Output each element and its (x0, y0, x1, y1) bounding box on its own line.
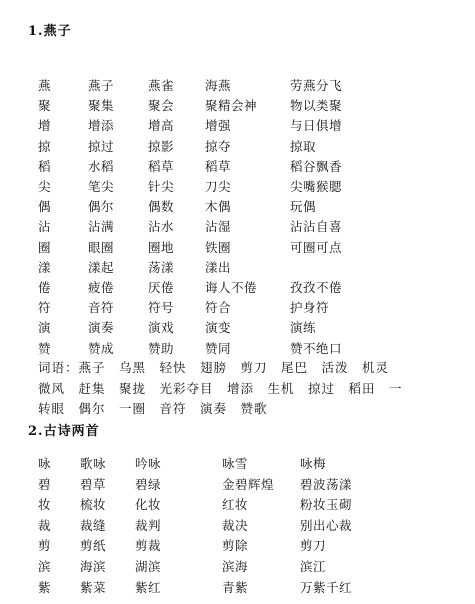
word-cell: 赞助 (148, 340, 175, 356)
word-cell: 演戏 (148, 320, 175, 336)
word-cell: 碧波荡漾 (300, 476, 353, 492)
character-cell: 妆 (38, 497, 52, 513)
word-cell: 沾水 (148, 219, 175, 235)
character-cell: 稻 (38, 158, 52, 174)
character-cell: 滨 (38, 559, 52, 574)
character-cell: 咏 (38, 456, 52, 471)
word-cell: 偶尔 (88, 199, 115, 215)
word-cell: 万紫千红 (300, 579, 353, 595)
word-cell: 赞不绝口 (290, 340, 343, 356)
word-cell: 红妆 (222, 497, 249, 513)
table-row (0, 177, 475, 197)
character-cell: 偶 (38, 199, 52, 215)
table-row (0, 76, 475, 96)
word-cell: 可圈可点 (290, 239, 343, 255)
character-cell: 碧 (38, 476, 52, 492)
table-row (0, 278, 475, 298)
table-row (0, 339, 475, 359)
character-cell: 符 (38, 300, 52, 316)
table-row (0, 157, 475, 177)
table-row (0, 454, 475, 474)
word-cell: 滨江 (300, 559, 327, 574)
vocab-line: 词语：燕子 乌黑 轻快 翅膀 剪刀 尾巴 活泼 机灵 (38, 360, 390, 375)
word-cell: 演变 (205, 320, 232, 336)
word-cell: 漾出 (205, 259, 232, 275)
character-cell: 剪 (38, 538, 52, 554)
character-cell: 尖 (38, 179, 52, 194)
table-row (0, 197, 475, 217)
table-row (0, 557, 475, 577)
word-cell: 厌倦 (148, 280, 175, 295)
word-cell: 稻草 (205, 158, 232, 174)
character-cell: 燕 (38, 78, 52, 93)
word-cell: 笔尖 (88, 179, 115, 194)
word-cell: 歌咏 (80, 456, 107, 471)
word-cell: 偶数 (148, 199, 175, 215)
character-cell: 紫 (38, 579, 52, 595)
vocab-line: 微风 赶集 聚拢 光彩夺目 增添 生机 掠过 稻田 一 (38, 380, 403, 396)
table-row (0, 578, 475, 598)
word-cell: 掠取 (290, 138, 317, 154)
word-cell: 诲人不倦 (205, 280, 258, 295)
word-cell: 剪纸 (80, 538, 107, 554)
word-cell: 滨海 (222, 559, 249, 574)
word-cell: 刀尖 (205, 179, 232, 194)
vocab-line: 转眼 偶尔 一圈 音符 演奏 赞歌 (38, 401, 268, 416)
table-row (0, 238, 475, 258)
word-cell: 眼圈 (88, 239, 115, 255)
word-cell: 孜孜不倦 (290, 280, 343, 295)
word-cell: 增强 (205, 118, 232, 134)
word-cell: 护身符 (290, 300, 330, 316)
word-cell: 木偶 (205, 199, 232, 215)
word-cell: 聚集 (88, 98, 115, 114)
table-row (0, 298, 475, 318)
word-cell: 针尖 (148, 179, 175, 194)
word-cell: 疲倦 (88, 280, 115, 295)
table-row (0, 217, 475, 237)
word-cell: 尖嘴猴腮 (290, 179, 343, 194)
table-row (0, 258, 475, 278)
word-cell: 咏梅 (300, 456, 327, 471)
word-cell: 裁判 (135, 517, 162, 533)
word-cell: 增高 (148, 118, 175, 134)
table-row (0, 495, 475, 515)
word-cell: 劳燕分飞 (290, 78, 343, 93)
word-cell: 稻谷飘香 (290, 158, 343, 174)
word-cell: 海滨 (80, 559, 107, 574)
character-cell: 倦 (38, 280, 52, 295)
word-cell: 荡漾 (148, 259, 175, 275)
table-row (0, 516, 475, 536)
character-cell: 聚 (38, 98, 52, 114)
word-cell: 燕雀 (148, 78, 175, 93)
word-cell: 稻草 (148, 158, 175, 174)
word-cell: 剪刀 (300, 538, 327, 554)
word-cell: 别出心裁 (300, 517, 353, 533)
table-row (0, 96, 475, 116)
word-cell: 粉妆玉砌 (300, 497, 353, 513)
word-cell: 玩偶 (290, 199, 317, 215)
word-cell: 水稻 (88, 158, 115, 174)
word-cell: 掠影 (148, 138, 175, 154)
word-cell: 沾湿 (205, 219, 232, 235)
character-cell: 圈 (38, 239, 52, 255)
word-cell: 赞同 (205, 340, 232, 356)
word-cell: 紫红 (135, 579, 162, 595)
word-cell: 化妆 (135, 497, 162, 513)
character-cell: 演 (38, 320, 52, 336)
word-cell: 铁圈 (205, 239, 232, 255)
table-row (0, 137, 475, 157)
word-cell: 裁缝 (80, 517, 107, 533)
word-cell: 吟咏 (135, 456, 162, 471)
word-cell: 符合 (205, 300, 232, 316)
word-cell: 海燕 (205, 78, 232, 93)
word-cell: 沾沾自喜 (290, 219, 343, 235)
word-cell: 掠过 (88, 138, 115, 154)
section-1-title: 1.燕子 (28, 24, 72, 39)
word-cell: 与日俱增 (290, 118, 343, 134)
word-cell: 赞成 (88, 340, 115, 356)
word-cell: 燕子 (88, 78, 115, 93)
word-cell: 裁决 (222, 517, 249, 533)
word-cell: 增添 (88, 118, 115, 134)
word-cell: 聚精会神 (205, 98, 258, 114)
word-cell: 演练 (290, 320, 317, 336)
word-cell: 圈地 (148, 239, 175, 255)
character-cell: 沾 (38, 219, 52, 235)
word-cell: 碧绿 (135, 476, 162, 492)
word-cell: 掠夺 (205, 138, 232, 154)
section-2-title: 2.古诗两首 (28, 424, 100, 439)
character-cell: 掠 (38, 138, 52, 154)
word-cell: 聚会 (148, 98, 175, 114)
word-cell: 漾起 (88, 259, 115, 275)
word-cell: 剪裁 (135, 538, 162, 554)
character-cell: 漾 (38, 259, 52, 275)
word-cell: 青紫 (222, 579, 249, 595)
word-cell: 符号 (148, 300, 175, 316)
word-cell: 演奏 (88, 320, 115, 336)
character-cell: 赞 (38, 340, 52, 356)
word-cell: 金碧辉煌 (222, 476, 275, 492)
word-cell: 咏雪 (222, 456, 249, 471)
table-row (0, 475, 475, 495)
character-cell: 裁 (38, 517, 52, 533)
table-row (0, 318, 475, 338)
character-cell: 增 (38, 118, 52, 134)
word-cell: 碧草 (80, 476, 107, 492)
word-cell: 物以类聚 (290, 98, 343, 114)
table-row (0, 116, 475, 136)
word-cell: 剪除 (222, 538, 249, 554)
word-cell: 梳妆 (80, 497, 107, 513)
word-cell: 紫菜 (80, 579, 107, 595)
word-cell: 音符 (88, 300, 115, 316)
word-cell: 湖滨 (135, 559, 162, 574)
word-cell: 沾满 (88, 219, 115, 235)
table-row (0, 536, 475, 556)
